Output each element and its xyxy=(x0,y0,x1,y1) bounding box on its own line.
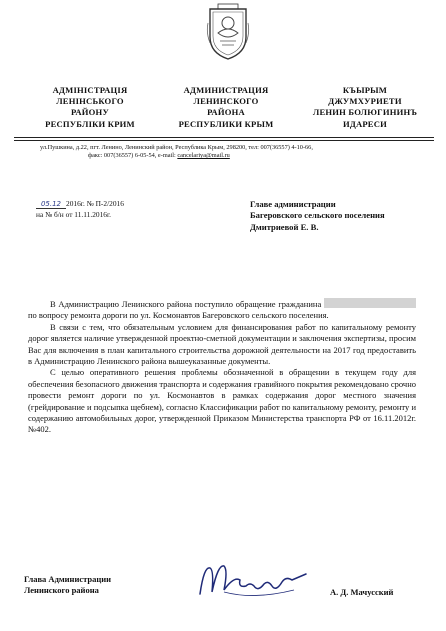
header-russian xyxy=(156,85,296,130)
reference-number: 2016г. № П-2/2016 xyxy=(66,199,124,208)
header-russian-line: ЛЕНИНСКОГО xyxy=(193,96,259,107)
addressee-title: Главе администрации xyxy=(250,199,336,209)
header-ukrainian-line: РАЙОНУ xyxy=(71,107,109,118)
header-divider-thick xyxy=(14,137,434,138)
signatory-title-line: Глава Администрации xyxy=(24,574,112,584)
header-crimean-tatar xyxy=(300,85,430,130)
body-paragraph-1 xyxy=(28,298,416,322)
crimea-coat-of-arms-icon xyxy=(206,3,250,61)
paragraph-1-end: по вопросу ремонта дороги по ул. Космонавтов Багеровского сельского поселения. xyxy=(28,310,329,321)
addressee-block xyxy=(250,199,385,233)
contact-address-line: ул.Пушкина, д.22, пгт. Ленино, Ленинский район, Республика Крым, 298200, тел: 007(36557) 4-10-66, xyxy=(40,144,313,151)
handwritten-signature-icon xyxy=(194,556,310,606)
signatory-title-line: Ленинского района xyxy=(24,585,99,595)
addressee-name: Дмитриевой Е. В. xyxy=(250,221,319,232)
contact-fax-label: факс: 007(36557) 6-05-54, e-mail: xyxy=(88,152,178,159)
signatory-title xyxy=(24,574,111,596)
body-paragraph-2: В связи с тем, что обязательным условием для финансирования работ по капитальному ремонту дорог является наличие утвержденной проектно-сметной документации и заключения экспертизы, просим Вас для включения в план капитального строительства дорожной деятельности на 2017 год предоставить в Администрацию Ленинского района вышеуказанные документы. xyxy=(28,321,416,367)
paragraph-1-start: В Администрацию Ленинского района поступило обращение гражданина xyxy=(50,299,322,309)
incoming-reference: на № б/н от 11.11.2016г. xyxy=(36,210,112,219)
letter-body xyxy=(28,298,416,436)
header-russian-line: РЕСПУБЛИКИ КРЫМ xyxy=(178,118,274,129)
header-ukrainian xyxy=(20,85,160,130)
header-crimean-tatar-line: ИДАРЕСИ xyxy=(342,118,388,129)
header-ukrainian-line: ЛЕНІНСЬКОГО xyxy=(56,96,124,107)
email-link[interactable]: cancelariya@mail.ru xyxy=(177,152,230,159)
signatory-name: А. Д. Мачусский xyxy=(330,587,394,597)
addressee-organization: Багеровского сельского поселения xyxy=(250,210,385,221)
header-ukrainian-line: РЕСПУБЛІКИ КРИМ xyxy=(45,118,135,129)
body-paragraph-3: С целью оперативного решения проблемы обозначенной в обращении в текущем году для обеспечения безопасного движения транспорта и содержания гравийного покрытия рекомендовано срочно провести ремонт дороги по ул. Космонавтов в рамках содержания дорог местного значения (грейдирование и подсыпка щебнем), согласно Классификации работ по капитальному ремонту, ремонту и содержанию автомобильных дорог, утвержденной Приказом Министерства транспорта РФ от 16.11.2012г. №402. xyxy=(28,367,416,435)
header-crimean-tatar-line: КЪЫРЫМ xyxy=(342,85,388,95)
handwritten-date: 05.12 xyxy=(36,200,66,209)
redacted-name xyxy=(324,298,416,308)
header-divider-thin xyxy=(14,140,434,141)
header-russian-line: АДМИНИСТРАЦИЯ xyxy=(183,85,269,95)
outgoing-reference xyxy=(36,199,124,209)
header-crimean-tatar-line: ЛЕНИН БОЛЮГИНИНЪ xyxy=(312,107,418,118)
header-crimean-tatar-line: ДЖУМХУРИЕТИ xyxy=(328,96,402,107)
header-russian-line: РАЙОНА xyxy=(207,107,245,118)
header-ukrainian-line: АДМІНІСТРАЦІЯ xyxy=(52,85,128,95)
contact-fax-email-line xyxy=(88,152,230,161)
